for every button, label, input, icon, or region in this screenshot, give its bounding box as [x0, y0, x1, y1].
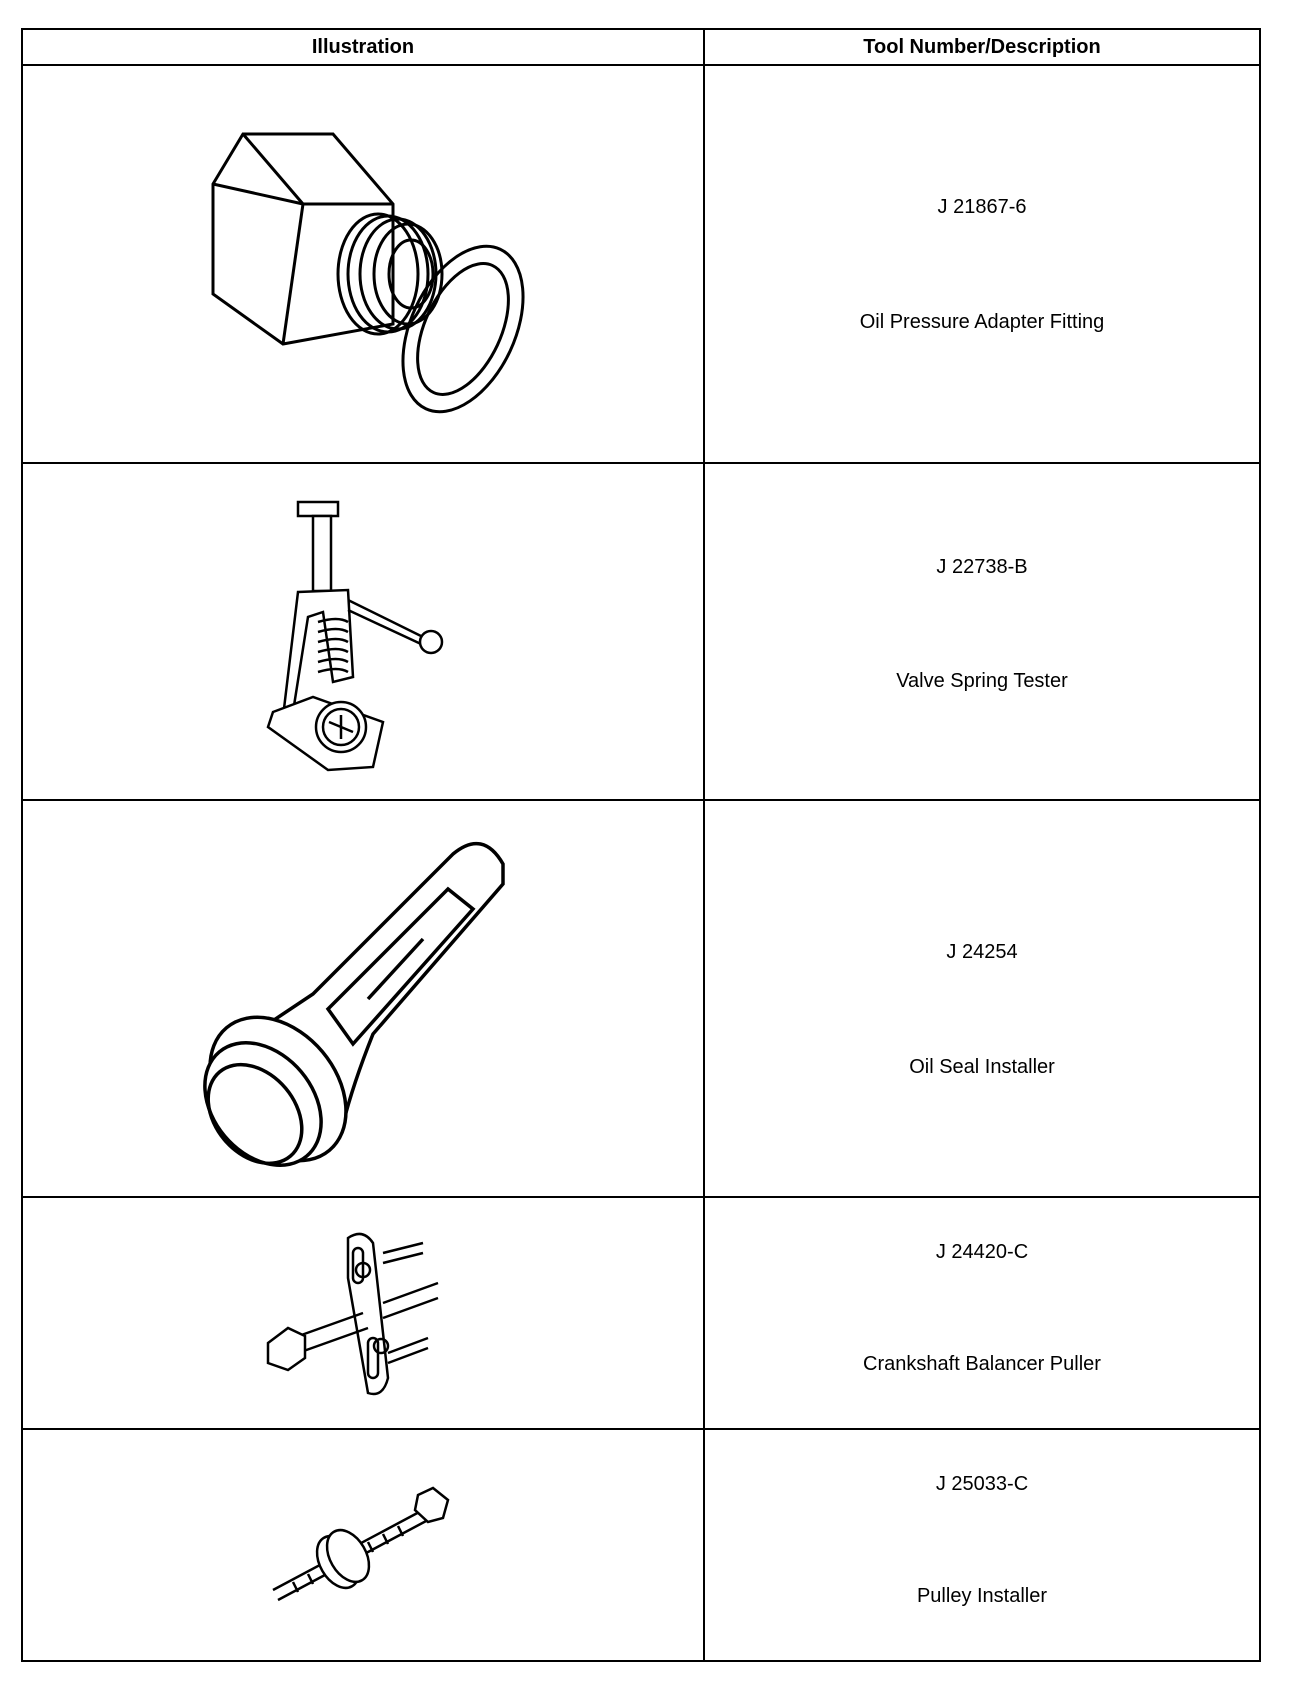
pulley-installer-icon — [253, 1470, 473, 1620]
tool-description: Oil Pressure Adapter Fitting — [859, 311, 1105, 333]
tool-number: J 24420-C — [935, 1241, 1029, 1263]
valve-spring-tester-icon — [253, 482, 473, 782]
illustration-cell — [22, 1429, 704, 1661]
header-row — [22, 29, 1260, 65]
tool-table — [21, 28, 1261, 1662]
description-cell — [704, 463, 1260, 800]
description-cell — [704, 1197, 1260, 1429]
description-cell — [704, 800, 1260, 1197]
tool-number: J 22738-B — [936, 556, 1028, 578]
table-row — [22, 1429, 1260, 1661]
illustration-cell — [22, 65, 704, 463]
table-row — [22, 463, 1260, 800]
table-row — [22, 800, 1260, 1197]
illustration-cell — [22, 1197, 704, 1429]
table-row — [22, 65, 1260, 463]
tool-description: Valve Spring Tester — [896, 670, 1068, 692]
tool-number: J 25033-C — [935, 1473, 1029, 1495]
tool-number: J 24254 — [946, 941, 1018, 963]
oil-seal-installer-icon — [183, 824, 543, 1174]
tool-description: Oil Seal Installer — [909, 1056, 1055, 1078]
tool-header: Tool Number/Description — [704, 29, 1260, 65]
description-cell — [704, 65, 1260, 463]
oil-pressure-adapter-fitting-icon — [183, 94, 543, 434]
description-cell — [704, 1429, 1260, 1661]
illustration-cell — [22, 800, 704, 1197]
illustration-cell — [22, 463, 704, 800]
tool-description: Pulley Installer — [916, 1585, 1048, 1607]
tool-number: J 21867-6 — [937, 196, 1027, 218]
tool-description: Crankshaft Balancer Puller — [863, 1353, 1101, 1375]
illustration-header: Illustration — [22, 29, 704, 65]
crankshaft-balancer-puller-icon — [253, 1218, 473, 1408]
table-row — [22, 1197, 1260, 1429]
